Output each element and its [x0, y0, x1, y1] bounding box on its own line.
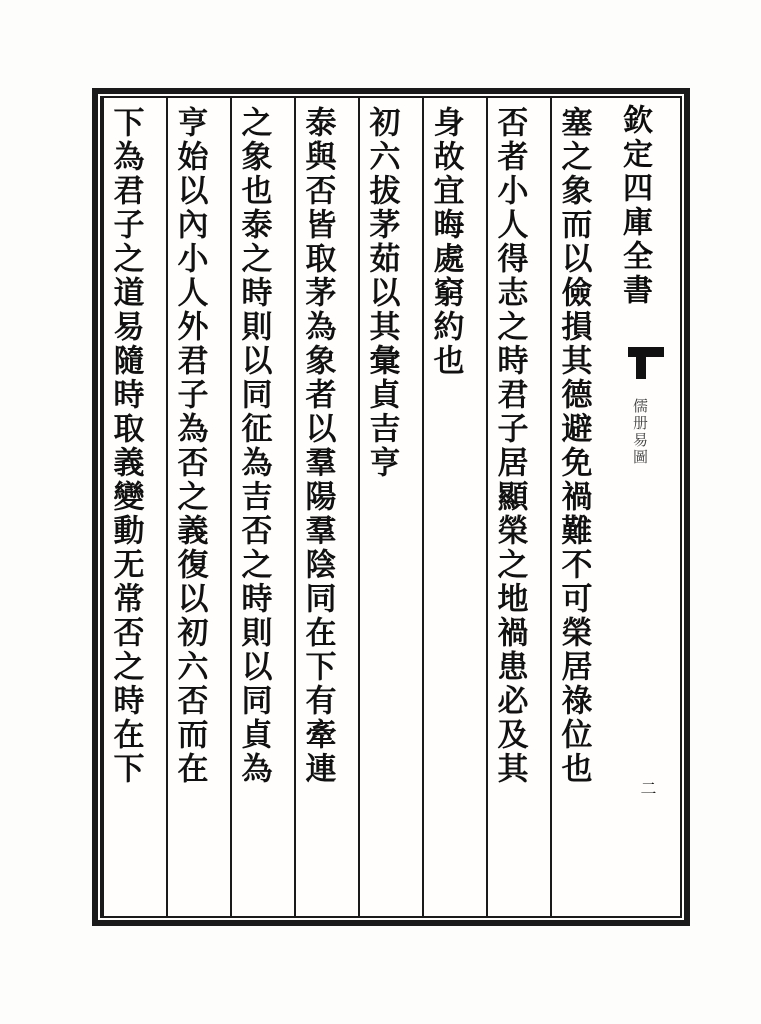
text-column-4	[358, 98, 422, 916]
folio-mark: 二	[638, 780, 657, 796]
text-columns	[102, 98, 680, 916]
text-column-1	[550, 98, 614, 916]
column-text: 之象也泰之時則以同征為吉否之時則以同貞為	[235, 106, 272, 786]
column-text: 身故宜晦處窮約也	[427, 106, 464, 378]
column-text: 下為君子之道易隨時取義變動无常否之時在下	[107, 106, 144, 786]
text-column-5	[294, 98, 358, 916]
series-title: 欽定四庫全書	[617, 104, 652, 308]
text-column-6	[230, 98, 294, 916]
text-column-7	[166, 98, 230, 916]
column-text: 亨始以內小人外君子為否之義復以初六否而在	[171, 106, 208, 786]
text-column-2	[486, 98, 550, 916]
block-ornament-icon	[624, 343, 668, 383]
text-column-8	[102, 98, 166, 916]
column-text: 否者小人得志之時君子居顯榮之地禍患必及其	[491, 106, 528, 786]
header-column	[614, 98, 680, 916]
text-column-3	[422, 98, 486, 916]
column-text: 塞之象而以儉損其德避免禍難不可榮居祿位也	[555, 106, 592, 786]
column-text: 初六拔茅茹以其彙貞吉亨	[363, 106, 400, 480]
seal-text: 儒册易圖	[631, 398, 649, 466]
column-text: 泰與否皆取茅為象者以羣陽羣陰同在下有牽連	[299, 106, 336, 786]
